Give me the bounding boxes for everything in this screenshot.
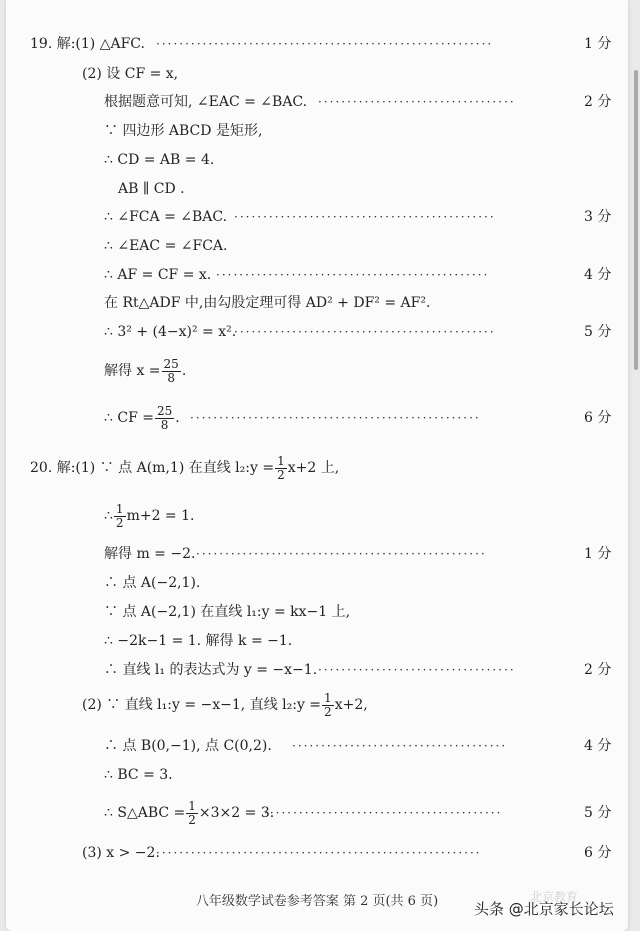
q20-line-5 — [6, 599, 628, 625]
fraction-numerator: 1 — [188, 798, 196, 813]
leader-dots: ·························································· — [156, 37, 494, 51]
q20-line-11-text — [104, 798, 274, 828]
fraction — [114, 503, 126, 530]
q19-line-13-text — [104, 403, 180, 433]
q20-line-1-prefix: 20. 解:(1) ∵ 点 A(m,1) 在直线 l₂:y = — [30, 460, 275, 476]
fraction — [322, 692, 334, 719]
q20-line-4 — [6, 570, 628, 596]
q20-line-1-suffix: x+2 上, — [287, 460, 340, 476]
q20-line-10-text: ∴ BC = 3. — [104, 767, 173, 783]
q20-line-8-prefix: (2) ∵ 直线 l₁:y = −x−1, 直线 l₂:y = — [82, 697, 322, 713]
fraction-denominator: 2 — [115, 515, 124, 530]
leader-dots: ····································· — [292, 739, 508, 753]
fraction-numerator: 25 — [156, 403, 173, 418]
q19-line-5 — [6, 147, 628, 173]
fraction-denominator: 2 — [188, 812, 196, 827]
q20-line-9-text: ∴ 点 B(0,−1), 点 C(0,2). — [104, 738, 272, 754]
fraction — [186, 800, 198, 827]
leader-dots: ········································· — [264, 806, 503, 820]
q20-line-6-text: ∴ −2k−1 = 1. 解得 k = −1. — [104, 633, 293, 649]
faint-watermark: 北京教育 — [530, 890, 579, 904]
leader-dots: ············································· — [234, 325, 496, 339]
q19-line-11-points: 5 分 — [584, 324, 612, 340]
leader-dots: ·································· — [318, 95, 516, 109]
q19-line-12-prefix: 解得 x = — [104, 363, 161, 379]
q19-line-13-prefix: ∴ CF = — [104, 410, 154, 426]
q20-line-2-suffix: m+2 = 1. — [126, 508, 195, 524]
q19-line-9 — [6, 262, 628, 288]
q19-line-12-text — [104, 356, 186, 386]
document-page — [6, 0, 628, 931]
q20-line-2 — [6, 501, 628, 531]
q20-line-8-suffix: x+2, — [334, 697, 368, 713]
leader-dots: ························································ — [156, 846, 482, 860]
q20-line-11-points: 5 分 — [584, 805, 612, 821]
fraction-numerator: 1 — [115, 501, 124, 516]
q20-line-4-text: ∴ 点 A(−2,1). — [104, 575, 201, 591]
q19-line-3-text: 根据题意可知, ∠EAC = ∠BAC. — [104, 94, 308, 110]
q19-line-9-text: ∴ AF = CF = x. — [104, 267, 212, 283]
q20-line-6 — [6, 628, 628, 654]
q20-line-9 — [6, 733, 628, 759]
fraction-numerator: 1 — [324, 690, 332, 705]
q19-line-12-suffix: . — [181, 363, 187, 379]
q19-line-13 — [6, 403, 628, 433]
leader-dots: ·································· — [318, 663, 516, 677]
fraction-numerator: 25 — [163, 356, 179, 371]
q20-line-2-prefix: ∴ — [104, 508, 113, 524]
q19-line-7-text: ∴ ∠FCA = ∠BAC. — [104, 209, 228, 225]
q19-line-5-text: ∴ CD = AB = 4. — [104, 152, 215, 168]
leader-dots: ·················································· — [196, 547, 487, 561]
q19-line-11 — [6, 319, 628, 345]
q20-line-5-text: ∵ 点 A(−2,1) 在直线 l₁:y = kx−1 上, — [104, 604, 351, 620]
q20-line-3-text: 解得 m = −2. — [104, 546, 196, 562]
q19-line-1-text: 19. 解:(1) △AFC. — [30, 36, 145, 52]
q19-line-9-points: 4 分 — [584, 267, 612, 283]
fraction-denominator: 8 — [167, 370, 175, 385]
q20-line-8 — [6, 690, 628, 720]
q19-line-8 — [6, 233, 628, 259]
fraction-numerator: 1 — [277, 453, 285, 468]
q20-line-7-points: 2 分 — [584, 662, 612, 678]
q20-line-2-text — [104, 501, 194, 531]
fraction — [155, 405, 174, 432]
q20-line-10 — [6, 762, 628, 788]
fraction-denominator: 2 — [324, 704, 332, 719]
q19-line-10-text: 在 Rt△ADF 中,由勾股定理可得 AD² + DF² = AF². — [104, 295, 431, 311]
fraction-denominator: 8 — [160, 417, 169, 432]
fraction-denominator: 2 — [277, 467, 285, 482]
q20-line-3 — [6, 541, 628, 567]
q19-line-7 — [6, 204, 628, 230]
q19-line-1-points: 1 分 — [584, 36, 612, 52]
q19-line-13-suffix: . — [175, 410, 180, 426]
q20-line-3-points: 1 分 — [584, 546, 612, 562]
q19-line-2 — [6, 61, 628, 87]
watermark: 头条 @北京家长论坛 — [474, 900, 614, 918]
page-footer: 八年级数学试卷参考答案 第 2 页(共 6 页) — [195, 894, 439, 909]
q20-line-7 — [6, 657, 628, 683]
q20-line-11-prefix: ∴ S△ABC = — [104, 805, 186, 821]
q19-line-4-text: ∵ 四边形 ABCD 是矩形, — [104, 123, 263, 139]
q20-line-7-text: ∴ 直线 l₁ 的表达式为 y = −x−1. — [104, 662, 318, 678]
q19-line-7-points: 3 分 — [584, 209, 612, 225]
q20-line-11 — [6, 798, 628, 828]
q19-line-8-text: ∴ ∠EAC = ∠FCA. — [104, 238, 228, 254]
q19-line-10 — [6, 290, 628, 316]
q19-line-11-text: ∴ 3² + (4−x)² = x². — [104, 324, 237, 340]
scrollbar[interactable] — [634, 70, 638, 370]
q19-line-4 — [6, 118, 628, 144]
q20-line-11-suffix: ×3×2 = 3. — [198, 805, 275, 821]
q19-line-6-text: AB ∥ CD . — [118, 181, 185, 197]
q19-line-3-points: 2 分 — [584, 94, 612, 110]
q20-line-8-text — [82, 690, 368, 720]
q19-line-6 — [6, 176, 628, 202]
q20-line-1 — [6, 453, 628, 483]
q20-line-9-points: 4 分 — [584, 738, 612, 754]
q20-line-1-text — [30, 453, 339, 483]
q20-line-12-points: 6 分 — [584, 845, 612, 861]
fraction — [162, 358, 181, 385]
q19-line-13-points: 6 分 — [584, 410, 612, 426]
q20-line-12 — [6, 840, 628, 866]
q20-line-12-text: (3) x > −2. — [82, 845, 160, 861]
leader-dots: ············································· — [234, 210, 496, 224]
fraction — [275, 455, 287, 482]
q19-line-1 — [6, 31, 628, 57]
leader-dots: ·················································· — [190, 411, 481, 425]
q19-line-2-text: (2) 设 CF = x, — [82, 66, 179, 82]
q19-line-12 — [6, 356, 628, 386]
leader-dots: ··············································· — [216, 268, 490, 282]
q19-line-3 — [6, 89, 628, 115]
